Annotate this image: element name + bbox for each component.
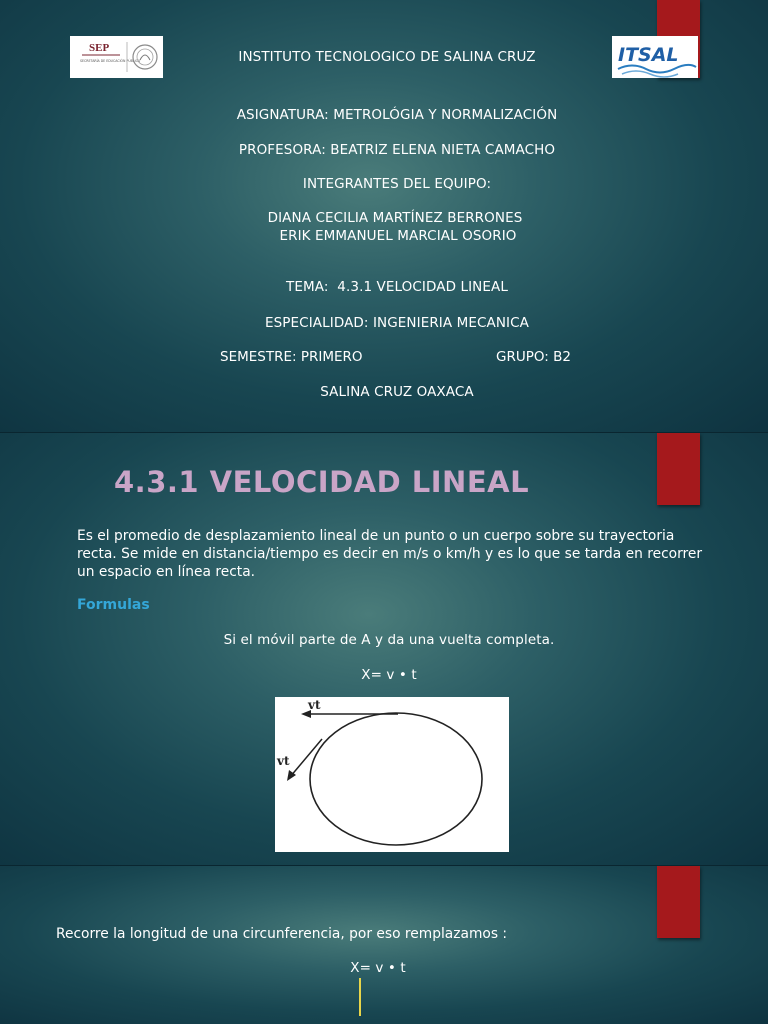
- semester-line: SEMESTRE: PRIMERO: [220, 349, 363, 365]
- specialty-line: ESPECIALIDAD: INGENIERIA MECANICA: [265, 315, 529, 331]
- label-vt-top: vt: [308, 698, 321, 712]
- sep-logo-subtext: SECRETARÍA DE EDUCACIÓN PÚBLICA: [80, 59, 140, 63]
- team-label: INTEGRANTES DEL EQUIPO:: [302, 176, 492, 192]
- formula: X= v • t: [361, 667, 417, 683]
- title-slide: [0, 0, 768, 432]
- label-vt-left: vt: [277, 754, 290, 768]
- circular-motion-diagram: [275, 697, 509, 852]
- team-member-1: DIANA CECILIA MARTÍNEZ BERRONES: [267, 210, 523, 226]
- motion-sentence: Si el móvil parte de A y da una vuelta completa.: [223, 632, 555, 648]
- itsal-logo-name: ITSAL: [618, 44, 679, 66]
- down-arrow-icon: [359, 978, 361, 1016]
- circumference-sentence: Recorre la longitud de una circunferencia, por eso remplazamos :: [56, 926, 508, 942]
- slide-title: 4.3.1 VELOCIDAD LINEAL: [114, 465, 530, 499]
- formulas-heading: Formulas: [77, 597, 150, 613]
- red-accent-bar: [657, 866, 700, 938]
- formula: X= v • t: [350, 960, 406, 976]
- continuation-slide: [0, 866, 768, 1024]
- group-line: GRUPO: B2: [496, 349, 571, 365]
- subject-line: ASIGNATURA: METROLÓGIA Y NORMALIZACIÓN: [236, 107, 558, 123]
- institute-name: INSTITUTO TECNOLOGICO DE SALINA CRUZ: [238, 49, 536, 65]
- team-member-2: ERIK EMMANUEL MARCIAL OSORIO: [279, 228, 517, 244]
- definition-paragraph: Es el promedio de desplazamiento lineal de un punto o un cuerpo sobre su trayectoria recta. Se mide en distancia/tiempo es decir en m/s o km/h y es lo que se tarda en recorrer un espacio en línea recta.: [77, 528, 703, 580]
- circle-path: [310, 713, 482, 845]
- location-line: SALINA CRUZ OAXACA: [320, 384, 474, 400]
- topic-line: TEMA: 4.3.1 VELOCIDAD LINEAL: [286, 279, 508, 295]
- teacher-line: PROFESORA: BEATRIZ ELENA NIETA CAMACHO: [238, 142, 556, 158]
- tangent-arrow-left: [290, 739, 322, 777]
- content-slide: [0, 433, 768, 865]
- red-accent-bar: [657, 433, 700, 505]
- sep-logo-name: SEP: [89, 42, 110, 54]
